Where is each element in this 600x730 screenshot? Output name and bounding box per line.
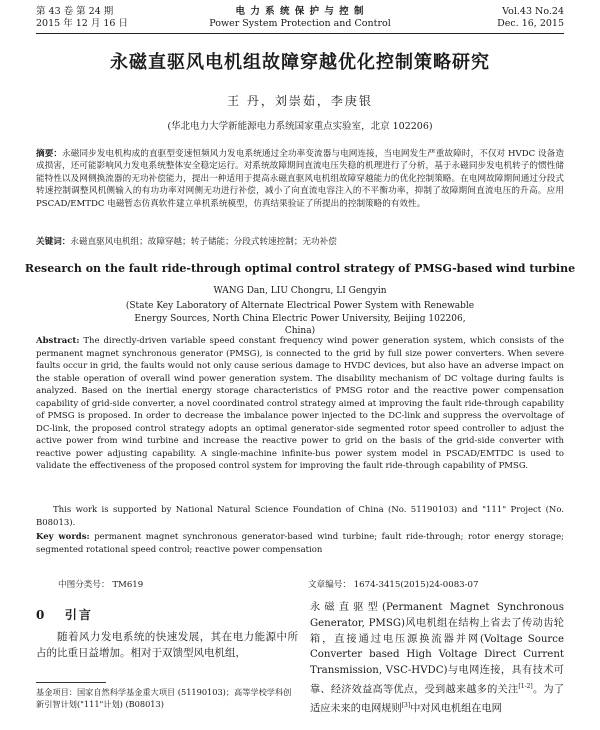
clc-number (58, 578, 143, 590)
volume-en: Vol.43 No.24 (502, 6, 564, 17)
keywords-cn-text: 永磁直驱风电机组；故障穿越；转子储能；分段式转速控制；无功补偿 (70, 237, 337, 247)
journal-name-cn: 电 力 系 统 保 护 与 控 制 (235, 6, 365, 17)
abstract-en-text: The directly-driven variable speed constant frequency wind power generation system, which consists of the permanent magnet synchronous generator (PMSG), is connected to the grid by full size power converters. When severe faults occur in grid, the faults would not only cause serious damage to HVDC devices, but also have an adverse impact on the stable operation of overall wind power generation system. The disability mechanism of DC voltage during faults is analyzed. Based on the inertial energy storage characteristics of PMSG rotor and the reactive power compensation capability of grid-side converter, a novel coordinated control strategy aimed at improving the fault ride-through capability of PMSG is proposed. In order to decrease the imbalance power injected to the DC-link and suppress the overvoltage of DC-link, the proposed control strategy adopts an optimal generator-side segmented rotor speed controller to adjust the active power from wind turbine and increase the reactive power to grid on the basis of the grid-side converter with reactive power adjusting capability. A single-machine infinite-bus power system model in PSCAD/EMTDC is used to validate the effectiveness of the proposed control system for improving the fault ride-through capability of PMSG. (36, 336, 564, 471)
intro-paragraph-left: 随着风力发电系统的快速发展，其在电力能源中所占的比重日益增加。相对于双馈型风电机组， (36, 631, 298, 659)
header-rule (36, 33, 564, 34)
keywords-cn-label: 关键词： (36, 237, 71, 247)
section-number: 0 (36, 608, 47, 622)
keywords-en (36, 531, 564, 556)
keywords-cn (36, 236, 564, 248)
authors-en: WANG Dan, LIU Chongru, LI Gengyin (213, 286, 387, 296)
section-heading (36, 606, 298, 623)
authors-cn: 王 丹，刘崇茹，李庚银 (227, 94, 373, 108)
affiliation-cn: (华北电力大学新能源电力系统国家重点实验室，北京 102206) (167, 121, 433, 132)
body-column-left (36, 606, 298, 661)
intro-text-part2: 。为了适应未来的电网规则 (310, 684, 565, 715)
footnote-rule (36, 682, 106, 683)
affiliation-en: (State Key Laboratory of Alternate Electrical Power System with Renewable Energy Sources, North China Electric Power University, Beijing 102206, China) (125, 301, 475, 336)
abstract-en (36, 335, 564, 473)
section-title: 引言 (64, 608, 93, 622)
date-en: Dec. 16, 2015 (497, 18, 564, 29)
keywords-en-label: Key words: (36, 532, 90, 542)
intro-paragraph-right (310, 600, 564, 717)
citation-1-2: [1-2] (518, 682, 533, 690)
doc-value: 1674-3415(2015)24-0083-07 (353, 580, 479, 590)
abstract-cn (36, 148, 564, 210)
abstract-cn-label: 摘要： (36, 149, 63, 159)
intro-text-part1: 永磁直驱型(Permanent Magnet Synchronous Generator, PMSG)风电机组在结构上省去了传动齿轮箱，直接通过电压源换流器并网(Voltage Source Converter based High Voltage Direct Current Transmission, VSC-HVDC)与电网连接，具有技术可靠、经济效益高等优点，受到越来越多的关注 (310, 602, 564, 696)
volume-cn: 第 43 卷 第 24 期 (36, 6, 114, 17)
journal-name-en: Power System Protection and Control (209, 18, 391, 29)
date-cn: 2015 年 12 月 16 日 (36, 18, 128, 29)
abstract-cn-text: 永磁同步发电机构成的直驱型变速恒频风力发电系统通过全功率变流器与电网连接，当电网发生严重故障时，不仅对 HVDC 设备造成损害，还可能影响风力发电系统整体安全稳定运行。对系统故障期间直流电压失稳的机理进行了分析，基于永磁同步发电机转子的惯性储能特性以及网侧换流器的无功补偿能力，提出一种适用于提高永磁直驱风电机组故障穿越能力的优化控制策略。在电网故障期间通过分段式转速控制调整风机侧输入的有功功率对网侧无功进行补偿，减小了向直流电容注入的不平衡功率，抑制了故障期间直流电压的升高。应用 PSCAD/EMTDC 电磁暂态仿真软件建立单机系统模型，仿真结果验证了所提出的控制策略的有效性。 (36, 149, 564, 209)
body-column-right (310, 600, 564, 717)
document-number (308, 578, 479, 590)
clc-label: 中图分类号： (58, 580, 110, 590)
clc-value: TM619 (112, 580, 144, 590)
doc-label: 文章编号： (308, 580, 351, 590)
abstract-en-label: Abstract: (36, 336, 80, 346)
intro-text-part3: 中对风电机组在电网 (410, 703, 502, 715)
header-right (497, 6, 564, 30)
keywords-en-text: permanent magnet synchronous generator-based wind turbine; fault ride-through; rotor energy storage; segmented rotational speed control; reactive power compensation (36, 532, 565, 555)
paper-title-en: Research on the fault ride-through optimal control strategy of PMSG-based wind turbine (24, 262, 576, 275)
funding-statement-en: This work is supported by National Natural Science Foundation of China (No. 51190103) and "111" Project (No. B08013). (36, 505, 564, 528)
citation-3: [3] (401, 702, 411, 710)
funding-footnote-cn: 基金项目：国家自然科学基金重大项目 (51190103)；高等学校学科创新引智计划("111"计划) (B08013) (36, 687, 292, 709)
header-center (36, 6, 564, 30)
paper-title-cn: 永磁直驱风电机组故障穿越优化控制策略研究 (110, 52, 490, 73)
